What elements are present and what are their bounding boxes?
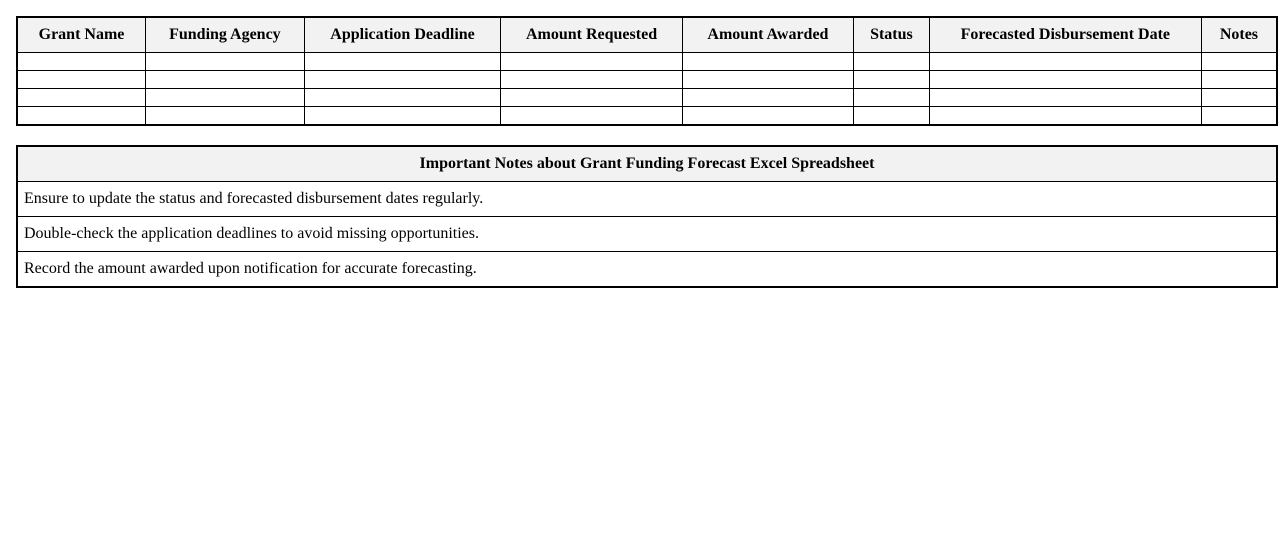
grants-cell bbox=[1201, 89, 1277, 107]
grants-cell bbox=[17, 107, 146, 125]
grants-cell bbox=[146, 71, 305, 89]
grants-header-grant-name: Grant Name bbox=[17, 17, 146, 53]
grants-header-amount-awarded: Amount Awarded bbox=[682, 17, 853, 53]
grants-cell bbox=[146, 107, 305, 125]
grants-cell bbox=[501, 89, 682, 107]
grants-empty-row bbox=[17, 53, 1277, 71]
grants-header-amount-requested: Amount Requested bbox=[501, 17, 682, 53]
important-notes-table bbox=[16, 145, 1278, 288]
grants-cell bbox=[17, 71, 146, 89]
note-item: Ensure to update the status and forecasted disbursement dates regularly. bbox=[17, 181, 1277, 216]
grants-cell bbox=[304, 89, 501, 107]
grants-cell bbox=[929, 71, 1201, 89]
page bbox=[16, 16, 1278, 288]
grants-empty-row bbox=[17, 107, 1277, 125]
grants-cell bbox=[854, 107, 930, 125]
grants-header-application-deadline: Application Deadline bbox=[304, 17, 501, 53]
grants-cell bbox=[501, 53, 682, 71]
notes-table-title: Important Notes about Grant Funding Forecast Excel Spreadsheet bbox=[17, 146, 1277, 182]
grants-cell bbox=[146, 89, 305, 107]
grants-cell bbox=[1201, 71, 1277, 89]
grants-cell bbox=[682, 107, 853, 125]
grants-table bbox=[16, 16, 1278, 126]
note-row bbox=[17, 216, 1277, 251]
notes-title-row bbox=[17, 146, 1277, 182]
grants-header-forecasted-disbursement-date: Forecasted Disbursement Date bbox=[929, 17, 1201, 53]
note-row bbox=[17, 251, 1277, 287]
grants-cell bbox=[854, 89, 930, 107]
note-row bbox=[17, 181, 1277, 216]
grants-empty-row bbox=[17, 89, 1277, 107]
grants-cell bbox=[304, 71, 501, 89]
grants-cell bbox=[304, 107, 501, 125]
grants-cell bbox=[501, 107, 682, 125]
grants-cell bbox=[929, 53, 1201, 71]
grants-header-row bbox=[17, 17, 1277, 53]
grants-header-status: Status bbox=[854, 17, 930, 53]
grants-cell bbox=[854, 53, 930, 71]
grants-empty-row bbox=[17, 71, 1277, 89]
grants-cell bbox=[304, 53, 501, 71]
grants-cell bbox=[17, 89, 146, 107]
grants-cell bbox=[17, 53, 146, 71]
grants-header-notes: Notes bbox=[1201, 17, 1277, 53]
grants-cell bbox=[929, 89, 1201, 107]
grants-cell bbox=[501, 71, 682, 89]
grants-cell bbox=[1201, 53, 1277, 71]
grants-cell bbox=[146, 53, 305, 71]
grants-cell bbox=[929, 107, 1201, 125]
grants-cell bbox=[682, 53, 853, 71]
note-item: Record the amount awarded upon notification for accurate forecasting. bbox=[17, 251, 1277, 287]
grants-header-funding-agency: Funding Agency bbox=[146, 17, 305, 53]
note-item: Double-check the application deadlines to avoid missing opportunities. bbox=[17, 216, 1277, 251]
grants-cell bbox=[682, 89, 853, 107]
grants-cell bbox=[1201, 107, 1277, 125]
grants-cell bbox=[854, 71, 930, 89]
grants-cell bbox=[682, 71, 853, 89]
